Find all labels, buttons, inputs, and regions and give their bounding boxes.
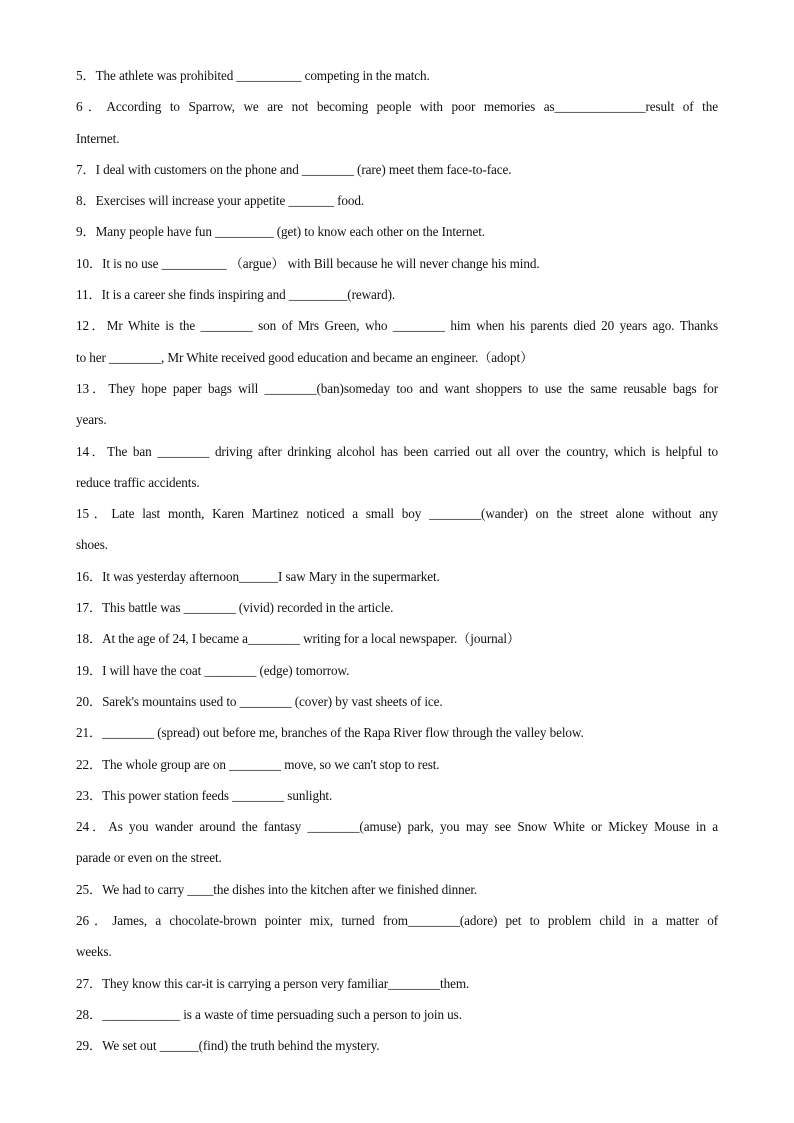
question-23: 23．This power station feeds ________ sunlight. xyxy=(76,787,333,803)
question-10: 10．It is no use __________ （argue） with Bill because he will never change his mind. xyxy=(76,255,540,271)
question-5: 5．The athlete was prohibited __________ competing in the match. xyxy=(76,68,430,83)
question-16: 16．It was yesterday afternoon______I saw Mary in the supermarket. xyxy=(76,568,440,584)
worksheet-page xyxy=(76,62,718,1064)
question-26-line-1: 26．James, a chocolate-brown pointer mix, turned from________(adore) pet to problem child in a matter of xyxy=(76,913,718,929)
question-14-line-2: reduce traffic accidents. xyxy=(76,474,200,490)
question-24-line-2: parade or even on the street. xyxy=(76,850,222,866)
question-12-line-2: to her ________, Mr White received good education and became an engineer.（adopt） xyxy=(76,349,534,365)
question-21: 21．________ (spread) out before me, branches of the Rapa River flow through the valley below. xyxy=(76,725,584,741)
question-24-line-1: 24．As you wander around the fantasy ________(amuse) park, you may see Snow White or Mickey Mouse in a xyxy=(76,819,718,835)
question-27: 27．They know this car-it is carrying a person very familiar________them. xyxy=(76,975,470,991)
question-22: 22．The whole group are on ________ move, so we can't stop to rest. xyxy=(76,756,440,772)
question-15-line-1: 15．Late last month, Karen Martinez noticed a small boy ________(wander) on the street alone without any xyxy=(76,506,718,522)
question-18: 18．At the age of 24, I became a________ writing for a local newspaper.（journal） xyxy=(76,631,521,647)
question-8: 8．Exercises will increase your appetite _______ food. xyxy=(76,193,365,209)
question-19: 19．I will have the coat ________ (edge) tomorrow. xyxy=(76,662,350,678)
question-26-line-2: weeks. xyxy=(76,944,112,960)
question-6-line-2: Internet. xyxy=(76,130,120,146)
question-14-line-1: 14．The ban ________ driving after drinking alcohol has been carried out all over the country, which is helpful to xyxy=(76,443,718,459)
question-29: 29．We set out ______(find) the truth behind the mystery. xyxy=(76,1038,380,1054)
question-11: 11．It is a career she finds inspiring and _________(reward). xyxy=(76,287,396,303)
question-13-line-1: 13．They hope paper bags will ________(ban)someday too and want shoppers to use the same reusable bags for xyxy=(76,380,718,396)
question-12-line-1: 12．Mr White is the ________ son of Mrs Green, who ________ him when his parents died 20 years ago. Thanks xyxy=(76,318,718,334)
question-15-line-2: shoes. xyxy=(76,537,109,553)
question-17: 17．This battle was ________ (vivid) recorded in the article. xyxy=(76,600,394,616)
question-28: 28．____________ is a waste of time persuading such a person to join us. xyxy=(76,1006,462,1022)
question-13-line-2: years. xyxy=(76,412,107,428)
question-6-line-1: 6．According to Sparrow, we are not becoming people with poor memories as______________result of the xyxy=(76,99,718,115)
question-7: 7．I deal with customers on the phone and ________ (rare) meet them face-to-face. xyxy=(76,161,512,177)
question-20: 20．Sarek's mountains used to ________ (cover) by vast sheets of ice. xyxy=(76,693,443,709)
question-9: 9．Many people have fun _________ (get) to know each other on the Internet. xyxy=(76,224,485,240)
question-25: 25．We had to carry ____the dishes into the kitchen after we finished dinner. xyxy=(76,881,478,897)
